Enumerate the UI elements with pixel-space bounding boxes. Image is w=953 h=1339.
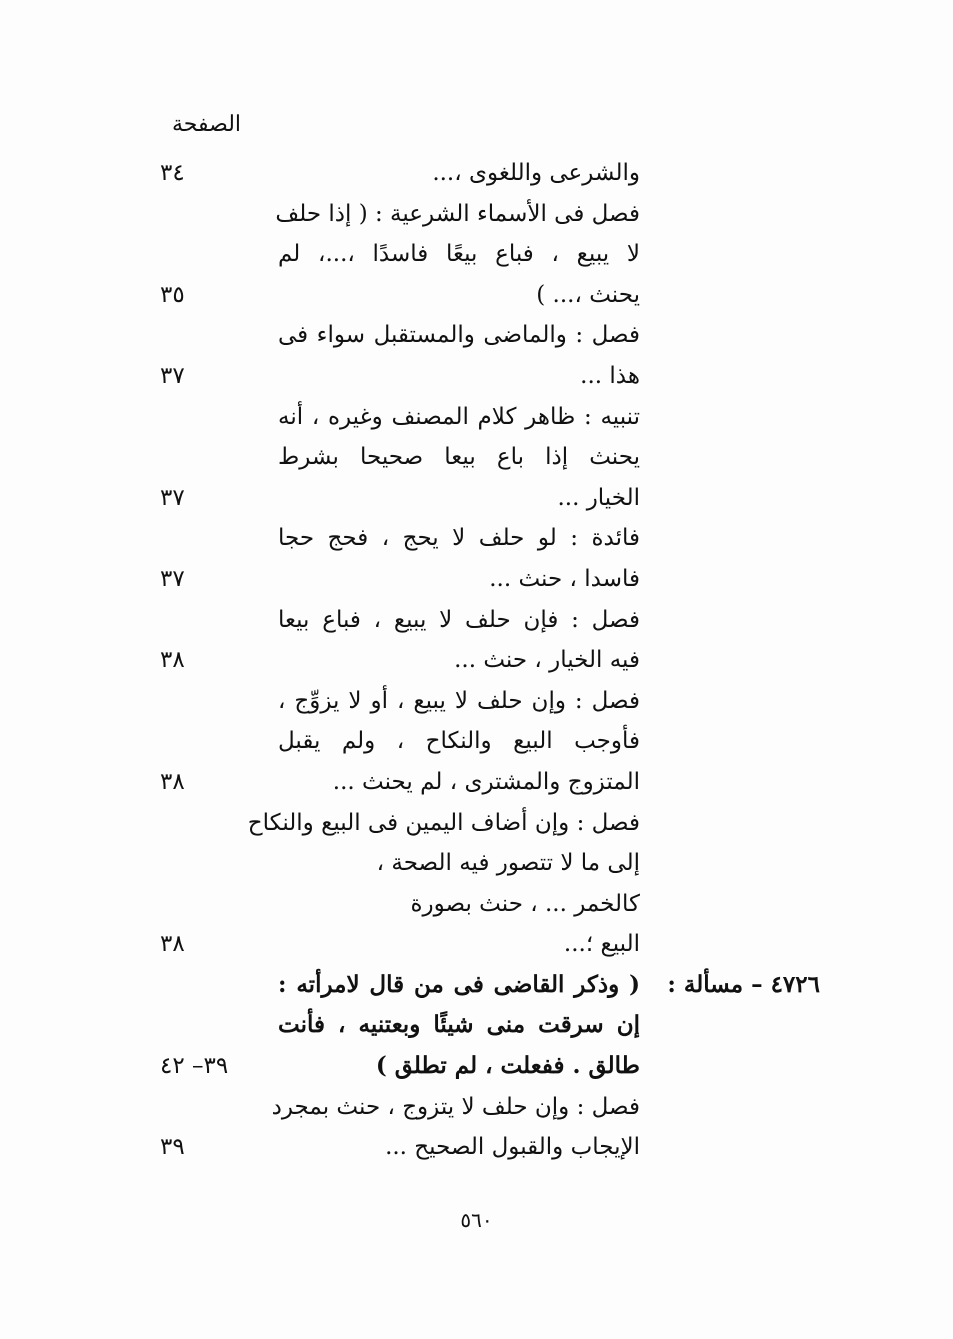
index-entries — [160, 155, 820, 1170]
index-row — [160, 967, 820, 1008]
entry-text: فصل : فإن حلف لا يبيع ، فباع بيعا — [278, 606, 640, 633]
entry-text: فائدة : لو حلف لا يحج ، فحج حجا — [278, 525, 640, 552]
index-row — [160, 886, 820, 927]
entry-page-ref: ٣٧ — [160, 565, 185, 592]
entry-page-ref: ٣٨ — [160, 768, 185, 795]
entry-page-ref: ٣٨ — [160, 931, 185, 958]
entry-page-ref: ٣٨ — [160, 647, 185, 674]
entry-text: فصل : وإن حلف لا يتزوج ، حنث بمجرد — [271, 1093, 640, 1120]
entry-text: فيه الخيار ، حنث ... — [454, 647, 640, 674]
index-row — [160, 358, 820, 399]
entry-text: الإيجاب والقبول الصحيح ... — [385, 1134, 640, 1161]
entry-text: فصل فى الأسماء الشرعية : ( إذا حلف — [275, 200, 640, 227]
index-row — [160, 236, 820, 277]
entry-text: إن سرقت منى شيئًا وبعتنيه ، فأنت — [278, 1011, 640, 1039]
entry-text: ( وذكر القاضى فى من قال لامرأته : — [278, 970, 640, 998]
index-row — [160, 1089, 820, 1130]
page-number: ٥٦٠ — [460, 1208, 493, 1232]
entry-text: طالق . ففعلت ، لم تطلق ) — [375, 1052, 640, 1080]
page-column-heading: الصفحة — [172, 112, 242, 137]
index-row — [160, 399, 820, 440]
entry-text: فأوجب البيع والنكاح ، ولم يقبل — [278, 728, 640, 755]
entry-text: والشرعى واللغوى ،... — [432, 160, 640, 186]
entry-text: يحنث ،... ) — [536, 281, 640, 308]
index-row — [160, 155, 820, 196]
entry-text: إلى ما لا تتصور فيه الصحة ، — [376, 850, 640, 877]
index-row — [160, 845, 820, 886]
entry-text: فصل : وإن أضاف اليمين فى البيع والنكاح — [247, 809, 640, 836]
entry-page-ref: ٣٩ — [160, 1134, 185, 1161]
index-row — [160, 764, 820, 805]
entry-text: تنبيه : ظاهر كلام المصنف وغيره ، أنه — [278, 403, 640, 430]
index-row — [160, 683, 820, 724]
index-row — [160, 317, 820, 358]
index-row — [160, 642, 820, 683]
entry-page-ref: ٣٥ — [160, 281, 185, 308]
index-row — [160, 520, 820, 561]
entry-text: فصل : وإن حلف لا يبيع ، أو لا يزوِّج ، — [278, 687, 640, 714]
index-row — [160, 1048, 820, 1089]
entry-text: البيع ؛... — [563, 931, 640, 958]
index-row — [160, 926, 820, 967]
entry-page-ref: ٣٧ — [160, 362, 185, 389]
entry-number: ٤٧٢٦ – مسألة : — [667, 970, 820, 998]
index-row — [160, 561, 820, 602]
entry-page-ref: ٣٧ — [160, 484, 185, 511]
index-row — [160, 1129, 820, 1170]
index-row — [160, 196, 820, 237]
index-row — [160, 439, 820, 480]
entry-text: الخيار ... — [557, 484, 640, 511]
entry-page-ref: ٣٤ — [160, 160, 185, 186]
entry-text: هذا ... — [580, 362, 640, 389]
index-row — [160, 602, 820, 643]
entry-text: لا يبيع ، فباع بيعًا فاسدًا ،...، لم — [278, 241, 640, 268]
entry-text: يحنث إذا باع بيعا صحيحا بشرط — [278, 444, 640, 471]
entry-text: المتزوج والمشترى ، لم يحنث ... — [332, 768, 640, 795]
entry-text: فاسدا ، حنث ... — [489, 565, 640, 592]
entry-text: كالخمر ... ، حنث بصورة — [410, 890, 640, 917]
entry-text: فصل : والماضى والمستقبل سواء فى — [278, 322, 640, 349]
entry-page-ref: ٣٩– ٤٢ — [160, 1053, 229, 1080]
index-row — [160, 277, 820, 318]
index-row — [160, 480, 820, 521]
index-row — [160, 805, 820, 846]
index-row — [160, 723, 820, 764]
index-row — [160, 1007, 820, 1048]
